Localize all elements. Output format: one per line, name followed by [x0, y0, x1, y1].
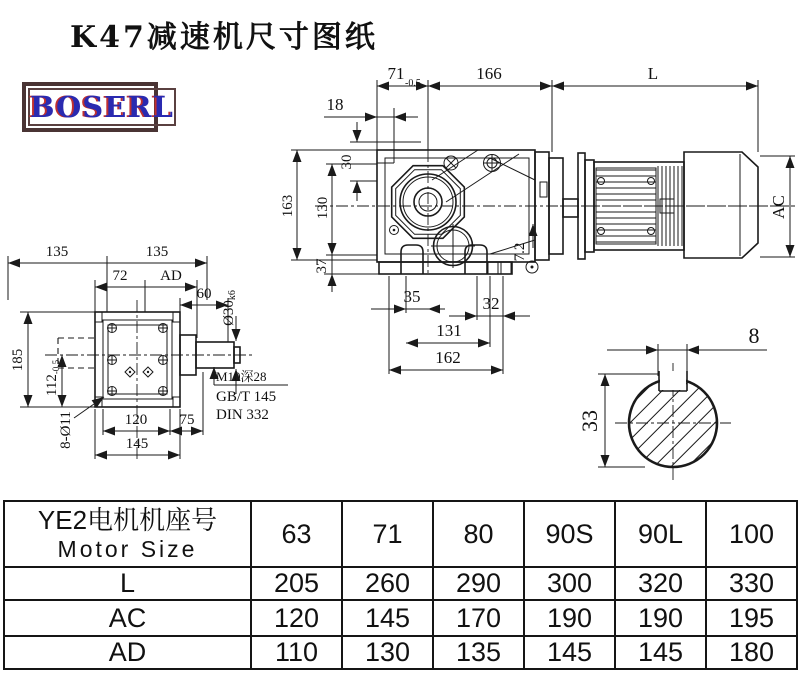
table-cell: 260 [342, 567, 433, 600]
dim-label-8: 8 [748, 323, 760, 348]
column-header-71: 71 [342, 501, 433, 567]
table-cell: 330 [706, 567, 797, 600]
dim-label-AC: AC [769, 195, 788, 219]
dim-37 [314, 255, 379, 292]
dim-120-75 [103, 372, 203, 435]
header-cn: YE2电机机座号 [37, 504, 218, 535]
shaft-section-view [577, 323, 767, 483]
dim-label-30: 30 [339, 154, 355, 170]
dim-112 [44, 355, 62, 407]
header-en: Motor Size [57, 535, 198, 562]
dim-label-AD: AD [160, 268, 182, 284]
column-header-63: 63 [251, 501, 342, 567]
dim-label-L: L [647, 64, 659, 83]
dim-label-185: 185 [10, 348, 26, 372]
dim-label-135-left: 135 [45, 244, 69, 260]
table-cell: 130 [342, 636, 433, 669]
note-tap: M10深28 [216, 369, 267, 384]
dim-mounting-holes [58, 397, 104, 449]
dim-label-166: 166 [476, 64, 502, 83]
screw-icon [483, 154, 501, 172]
table-row-AC [4, 600, 797, 636]
table-cell: 120 [251, 600, 342, 636]
table-cell: 300 [524, 567, 615, 600]
d112-tol: -0.5 [51, 359, 61, 375]
table-cell: 170 [433, 600, 524, 636]
fan-cowl [684, 152, 758, 258]
table-header-row [4, 501, 797, 567]
motor-size-table [3, 500, 798, 670]
tapped-hole-note [214, 367, 288, 423]
bolt-icon [108, 324, 168, 396]
table-cell: 145 [615, 636, 706, 669]
dim-label-131: 131 [436, 321, 462, 340]
dim-label-145: 145 [125, 436, 149, 452]
dim-7-2 [512, 224, 533, 261]
table-cell: 290 [433, 567, 524, 600]
left-view [8, 244, 288, 462]
dia-fit: k6 [227, 290, 238, 301]
note-std2: DIN 332 [216, 407, 269, 423]
table-cell: 195 [706, 600, 797, 636]
d112-value: 112 [44, 374, 60, 397]
page-title: K47减速机尺寸图纸 [70, 20, 378, 55]
dim-label-18: 18 [326, 95, 344, 114]
dim-130 [315, 164, 377, 255]
column-header-80: 80 [433, 501, 524, 567]
dim-L [552, 64, 758, 152]
dim-label-163: 163 [280, 194, 296, 218]
column-header-90S: 90S [524, 501, 615, 567]
dim-label-162: 162 [435, 348, 461, 367]
dim-label-135-right: 135 [145, 244, 169, 260]
left-housing [58, 312, 240, 407]
dim-label-130: 130 [315, 196, 331, 220]
dim-label-35: 35 [403, 287, 421, 306]
dim-label-37: 37 [314, 258, 330, 274]
dim-8 [607, 323, 767, 376]
dim-label-8xd11: 8-Ø11 [58, 411, 74, 449]
table-cell: 110 [251, 636, 342, 669]
dim-label-112 [44, 359, 61, 396]
table-cell: 205 [251, 567, 342, 600]
dim-label-33: 33 [577, 410, 602, 432]
keyway [659, 371, 687, 391]
dim-label-120: 120 [124, 412, 148, 428]
dim-label-72: 72 [112, 268, 128, 284]
dim-label-71: 71 [387, 64, 405, 83]
row-label-AC: AC [4, 600, 251, 636]
dim-35 [371, 276, 445, 313]
table-cell: 135 [433, 636, 524, 669]
dim-label-71-tol: -0.5 [405, 78, 421, 89]
dim-30 [339, 122, 421, 201]
key-bolt-icon [125, 367, 153, 377]
table-row-L [4, 567, 797, 600]
table-cell: 180 [706, 636, 797, 669]
dim-label-32: 32 [482, 294, 500, 313]
table-cell: 190 [615, 600, 706, 636]
main-view [280, 64, 795, 374]
note-std1: GB/T 145 [216, 389, 277, 405]
dim-71 [377, 64, 552, 152]
dim-166 [428, 64, 552, 86]
row-label-L: L [4, 567, 251, 600]
dim-label-shaft-diameter [221, 290, 238, 326]
dim-AC [760, 156, 795, 257]
column-header-100: 100 [706, 501, 797, 567]
boserl-logo-text: BOSERL [30, 89, 174, 124]
table-cell: 190 [524, 600, 615, 636]
table-cell: 145 [342, 600, 433, 636]
table-cell: 145 [524, 636, 615, 669]
table-header-motor-size [4, 501, 251, 567]
column-header-90L: 90L [615, 501, 706, 567]
dia-value: Ø30 [221, 300, 237, 326]
dim-label-60: 60 [196, 286, 212, 302]
dim-label-75: 75 [179, 412, 195, 428]
table-cell: 320 [615, 567, 706, 600]
row-label-AD: AD [4, 636, 251, 669]
table-row-AD [4, 636, 797, 669]
dim-label-7-2: 7.2 [512, 242, 528, 262]
